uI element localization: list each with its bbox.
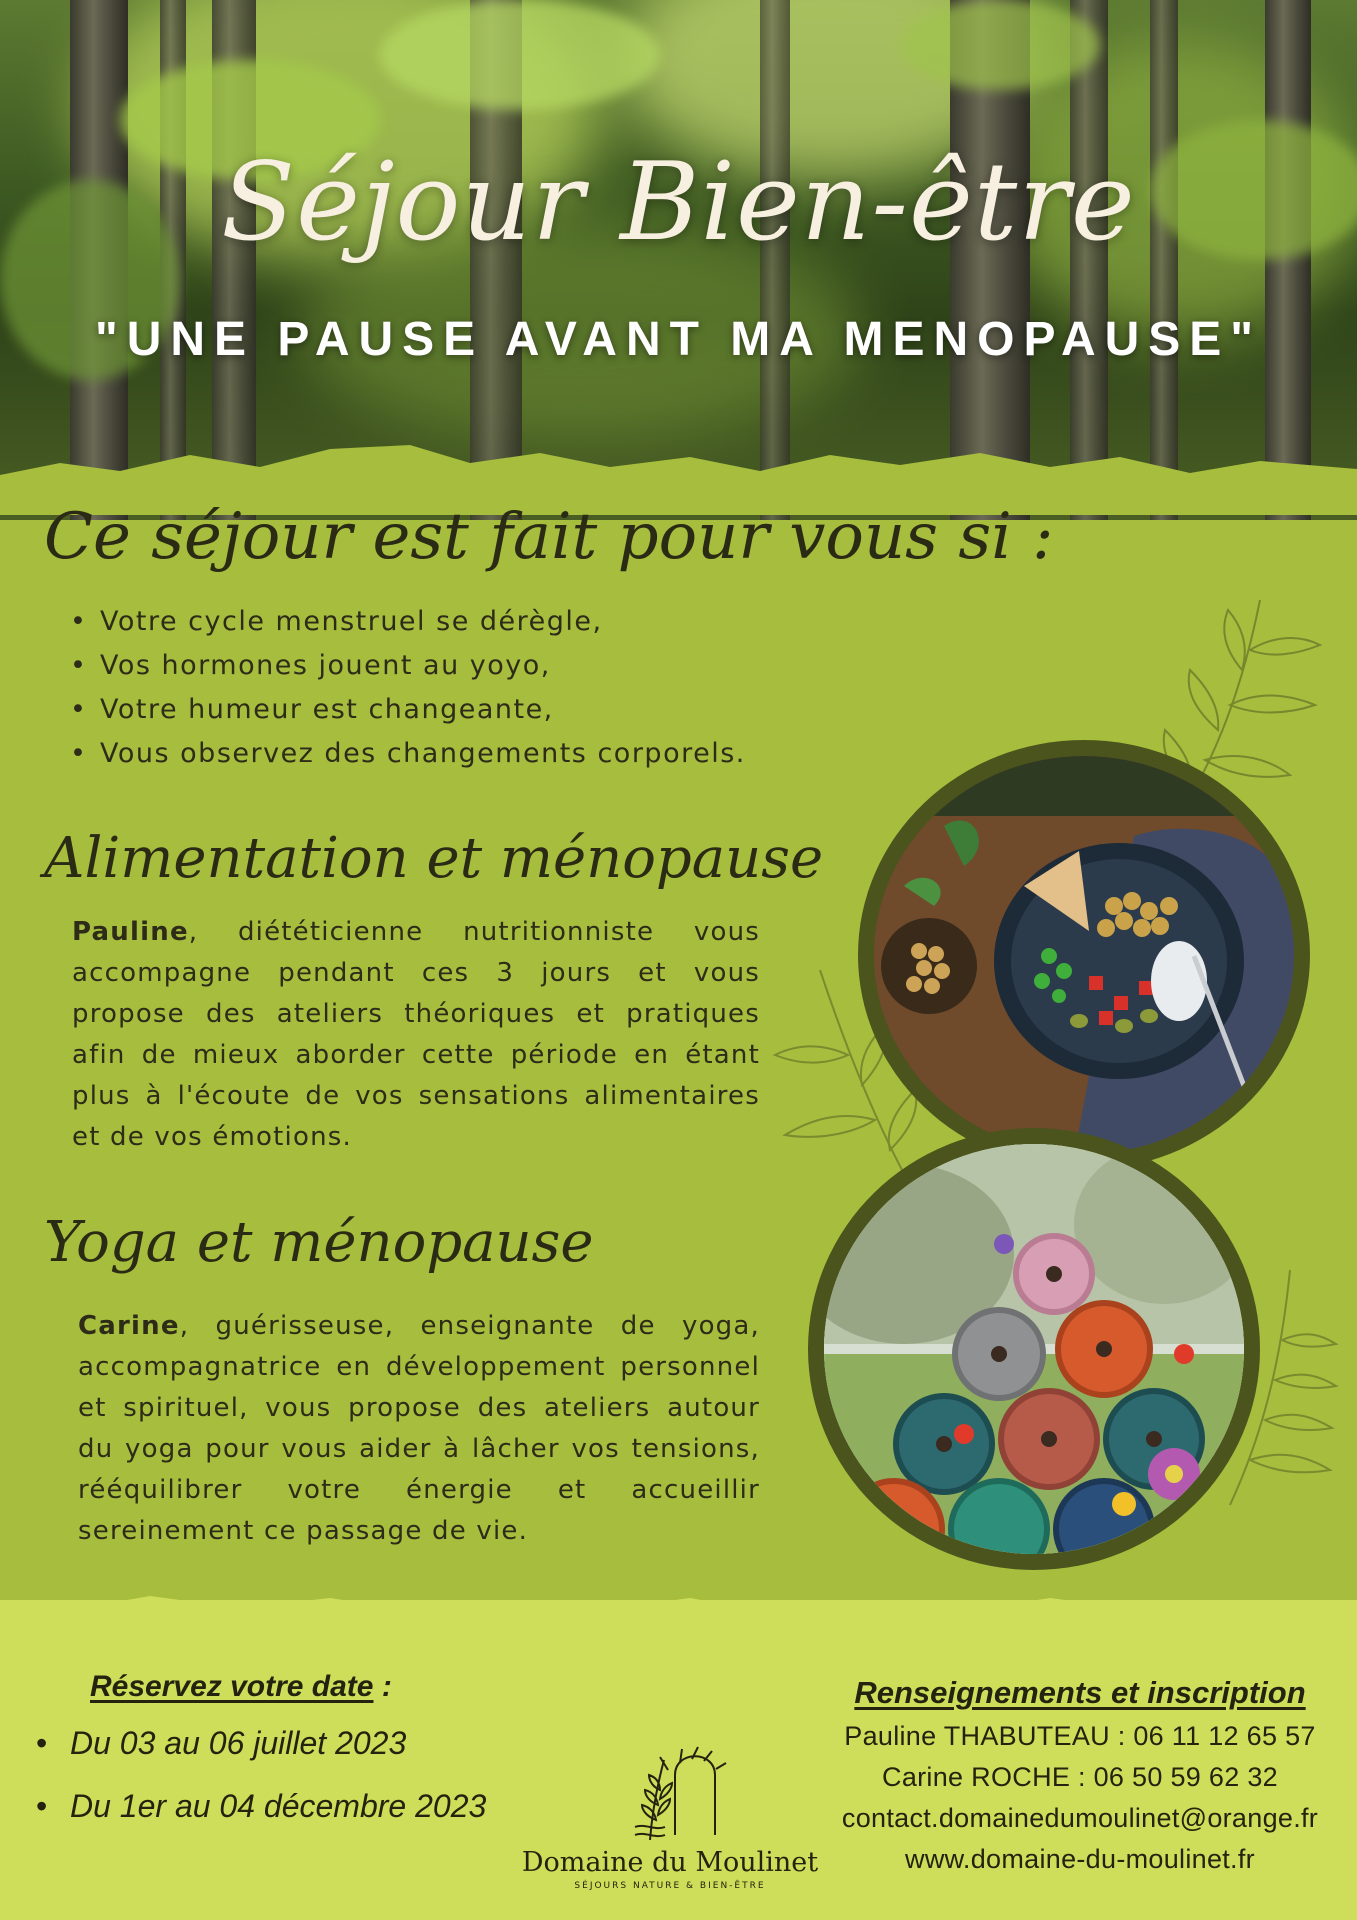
contact-email-link[interactable]: contact.domainedumoulinet@orange.fr — [841, 1803, 1319, 1833]
list-item: • Du 03 au 06 juillet 2023 — [36, 1718, 486, 1781]
nutrition-text: , diététicienne nutritionniste vous accompagne pendant ces 3 jours et vous propose des ateliers théoriques et pratiques afin de mieux aborder cette période en étant plus à l'écoute de vos sensations alimentaires et de vos émotions. — [72, 917, 760, 1152]
list-item: • Vos hormones jouent au yoyo, — [70, 644, 746, 688]
list-item: • Vous observez des changements corporels. — [70, 732, 746, 776]
yoga-name: Carine — [78, 1311, 180, 1341]
booking-title-suffix: : — [373, 1670, 392, 1703]
contact-block — [820, 1670, 1340, 1880]
contact-title: Renseignements et inscription — [854, 1675, 1306, 1710]
yoga-mats-photo — [808, 1128, 1260, 1570]
yoga-paragraph — [78, 1306, 760, 1552]
list-item: • Votre humeur est changeante, — [70, 688, 746, 732]
booking-dates-list — [36, 1718, 486, 1844]
hero-title: Séjour Bien-être — [221, 140, 1136, 265]
yoga-text: , guérisseuse, enseignante de yoga, accompagnatrice en développement personnel et spirituel, vous propose des ateliers autour du yoga pour vous aider à lâcher vos tensions, rééquilibrer votre énergie et accueillir sereinement ce passage de vie. — [78, 1311, 760, 1546]
food-bowl-photo — [858, 740, 1310, 1170]
nutrition-name: Pauline — [72, 917, 189, 947]
list-item: • Votre cycle menstruel se dérègle, — [70, 600, 746, 644]
contact-line: Carine ROCHE : 06 50 59 62 32 — [882, 1762, 1278, 1792]
hero-subtitle: "UNE PAUSE AVANT MA MENOPAUSE" — [94, 313, 1263, 366]
logo-name: Domaine du Moulinet — [521, 1847, 819, 1878]
nutrition-heading: Alimentation et ménopause — [44, 826, 824, 891]
booking-title-text: Réservez votre date — [90, 1670, 374, 1703]
intro-bullet-list — [70, 600, 746, 776]
contact-line: Pauline THABUTEAU : 06 11 12 65 57 — [844, 1721, 1316, 1751]
domaine-logo — [520, 1735, 820, 1891]
torn-paper-edge — [0, 405, 1357, 515]
wheat-arch-logo-icon — [620, 1735, 730, 1845]
list-item: • Du 1er au 04 décembre 2023 — [36, 1781, 486, 1844]
yoga-heading: Yoga et ménopause — [44, 1210, 594, 1275]
contact-website-link[interactable]: www.domaine-du-moulinet.fr — [905, 1844, 1255, 1874]
intro-heading: Ce séjour est fait pour vous si : — [44, 500, 1054, 574]
booking-title — [90, 1670, 392, 1704]
logo-tagline: SÉJOURS NATURE & BIEN-ÊTRE — [574, 1881, 766, 1891]
nutrition-paragraph — [72, 912, 760, 1158]
